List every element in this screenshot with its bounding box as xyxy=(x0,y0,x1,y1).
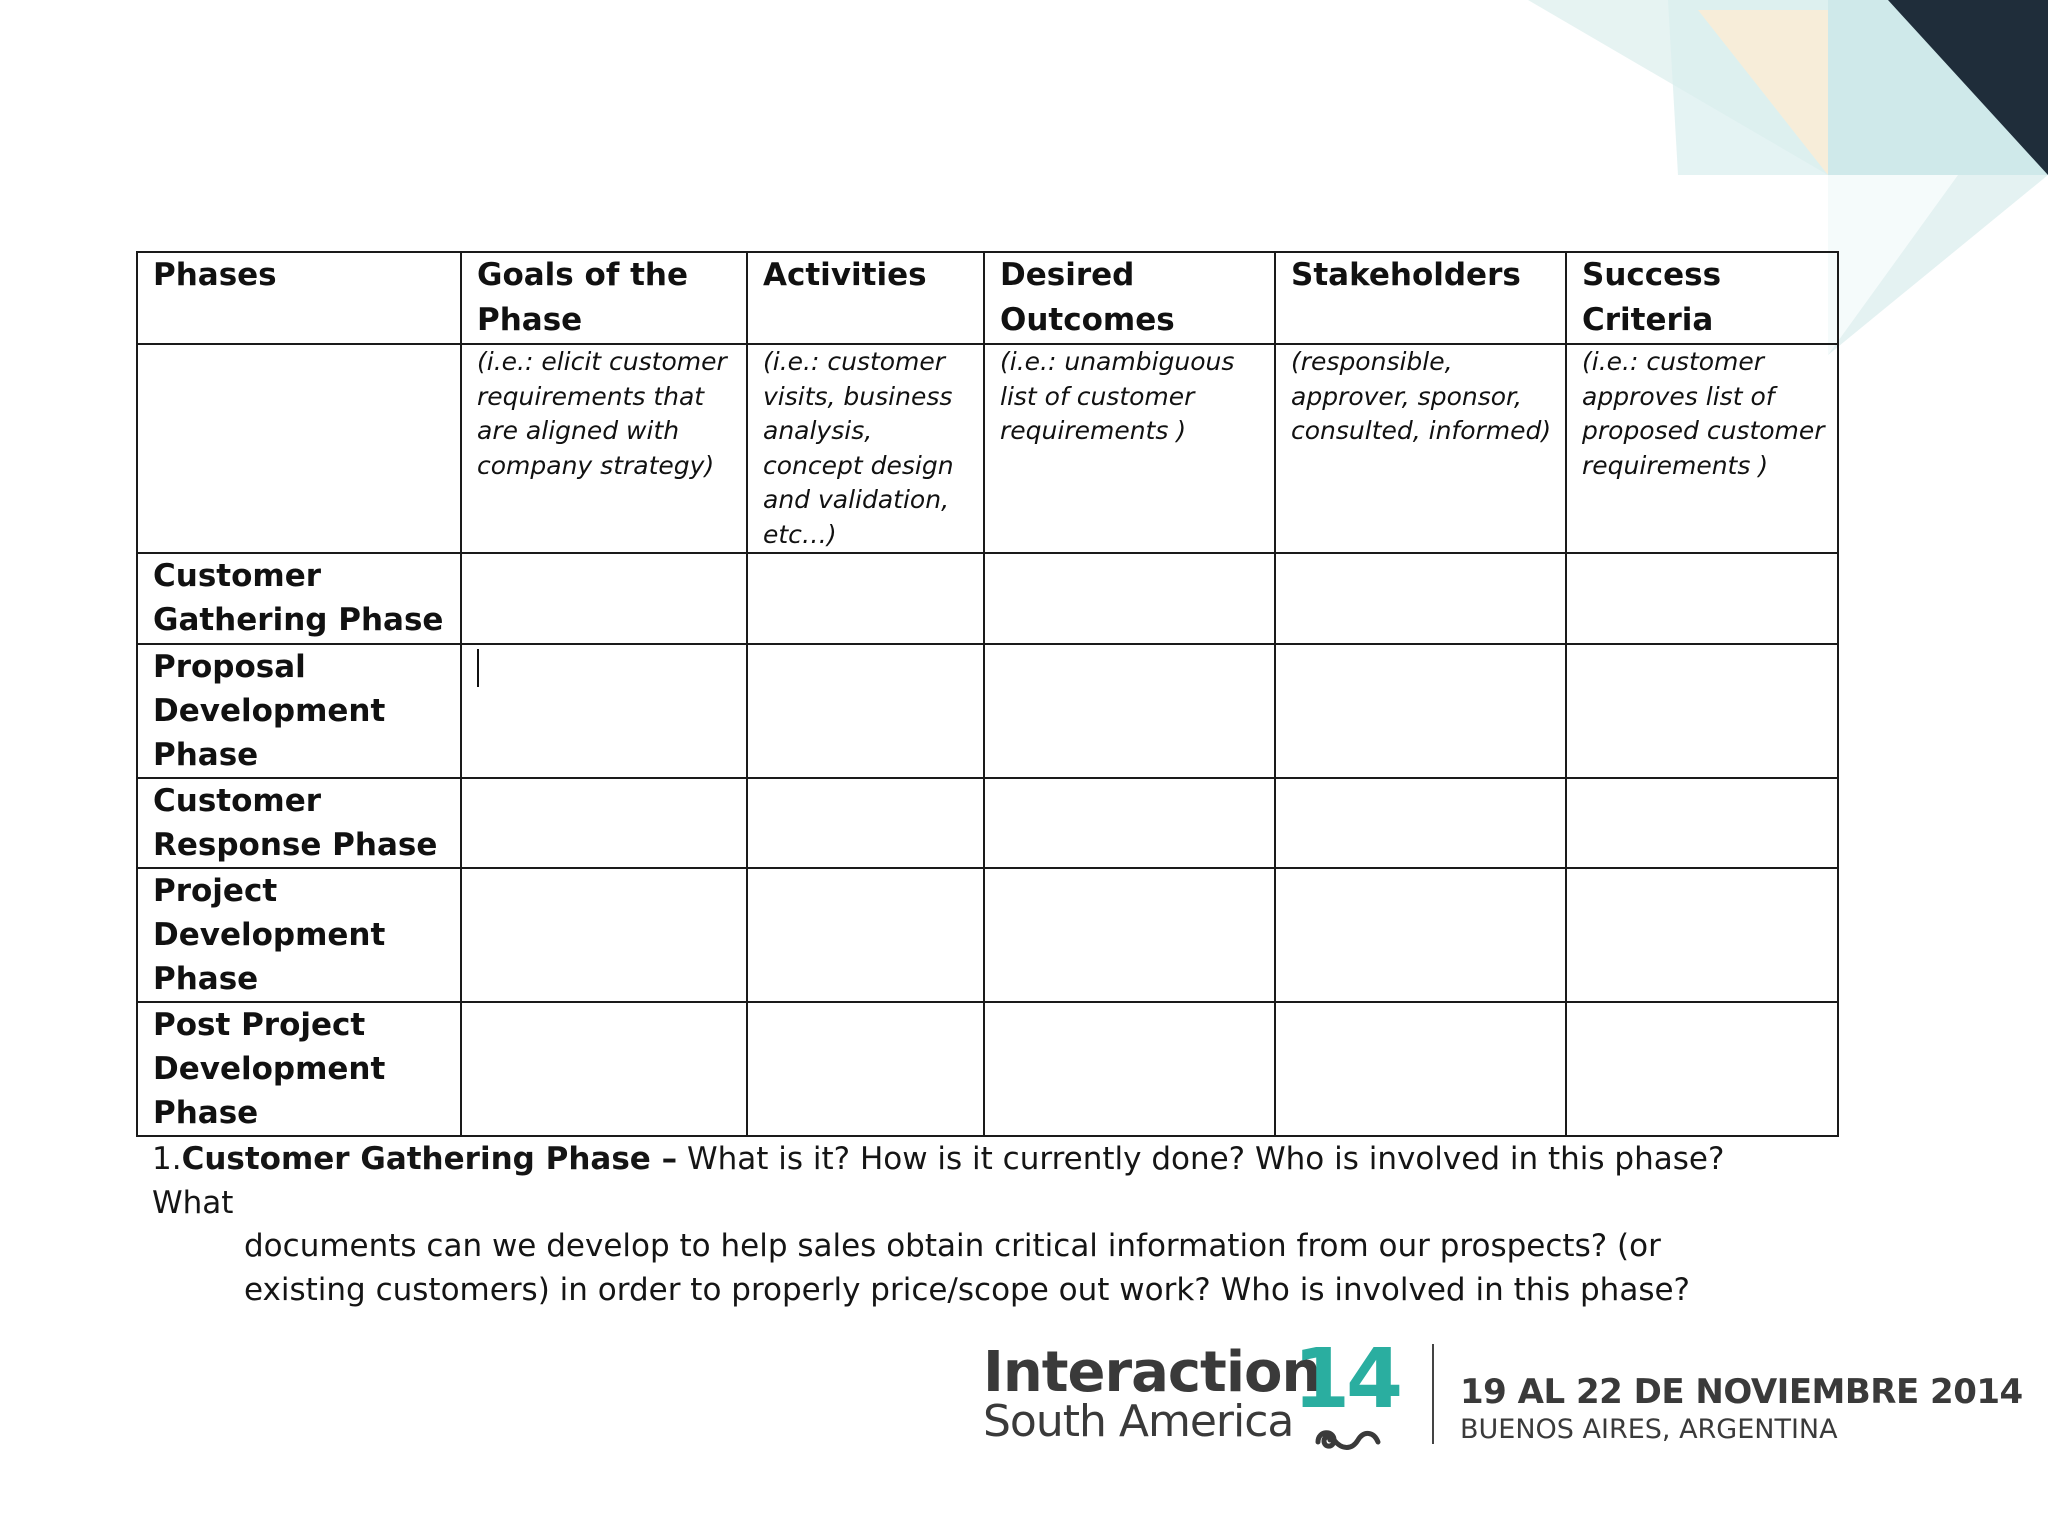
header-goals: Goals of the Phase xyxy=(461,252,747,344)
table-cell[interactable] xyxy=(1566,553,1838,644)
table-cell[interactable] xyxy=(747,1002,984,1136)
swirl-ornament-icon xyxy=(1312,1420,1382,1456)
question-continuation: documents can we develop to help sales obtain critical information from our prospects? (or existing customers) in order to properly price/scope out work? Who is involved in this phase? xyxy=(244,1228,1690,1308)
question-paragraph[interactable] xyxy=(152,1138,1732,1312)
table-row xyxy=(137,1002,1838,1136)
logo-divider xyxy=(1432,1344,1434,1444)
table-cell[interactable] xyxy=(747,644,984,778)
phase-name-cell[interactable]: Customer Response Phase xyxy=(137,778,461,868)
table-cell[interactable] xyxy=(984,868,1275,1002)
brand-number: 14 xyxy=(1293,1332,1400,1427)
table-cell[interactable] xyxy=(1566,644,1838,778)
question-lead: Customer Gathering Phase – xyxy=(181,1141,678,1177)
table-cell[interactable] xyxy=(747,868,984,1002)
table-row xyxy=(137,868,1838,1002)
table-cell[interactable] xyxy=(1275,553,1566,644)
hint-activities[interactable]: (i.e.: customer visits, business analysis, concept design and validation, etc…) xyxy=(747,344,984,553)
table-cell[interactable] xyxy=(1275,1002,1566,1136)
table-row xyxy=(137,778,1838,868)
table-cell-active[interactable] xyxy=(461,644,747,778)
event-dates: 19 AL 22 DE NOVIEMBRE 2014 xyxy=(1460,1372,2023,1412)
table-cell[interactable] xyxy=(984,553,1275,644)
table-cell[interactable] xyxy=(984,644,1275,778)
table-cell[interactable] xyxy=(461,1002,747,1136)
table-cell[interactable] xyxy=(1275,778,1566,868)
brand-word: Interaction xyxy=(983,1340,1321,1405)
hint-success-criteria[interactable]: (i.e.: customer approves list of proposed customer requirements ) xyxy=(1566,344,1838,553)
table-cell[interactable] xyxy=(1275,868,1566,1002)
text-cursor xyxy=(477,649,479,687)
phase-name-cell[interactable]: Project Development Phase xyxy=(137,868,461,1002)
table-cell[interactable] xyxy=(747,778,984,868)
table-cell[interactable] xyxy=(747,553,984,644)
hint-phases[interactable] xyxy=(137,344,461,553)
hint-desired-outcomes[interactable]: (i.e.: unambiguous list of customer requirements ) xyxy=(984,344,1275,553)
table-hint-row xyxy=(137,344,1838,553)
header-success-criteria: Success Criteria xyxy=(1566,252,1838,344)
table-cell[interactable] xyxy=(1566,1002,1838,1136)
table-cell[interactable] xyxy=(1275,644,1566,778)
hint-stakeholders[interactable]: (responsible, approver, sponsor, consulted, informed) xyxy=(1275,344,1566,553)
header-phases: Phases xyxy=(137,252,461,344)
event-logo xyxy=(980,1332,2023,1470)
table-cell[interactable] xyxy=(461,868,747,1002)
phase-table xyxy=(136,251,1839,1137)
event-place: BUENOS AIRES, ARGENTINA xyxy=(1460,1414,1838,1445)
table-cell[interactable] xyxy=(1566,868,1838,1002)
table-row xyxy=(137,644,1838,778)
header-activities: Activities xyxy=(747,252,984,344)
phase-name-cell[interactable]: Post Project Development Phase xyxy=(137,1002,461,1136)
hint-goals[interactable]: (i.e.: elicit customer requirements that are aligned with company strategy) xyxy=(461,344,747,553)
table-cell[interactable] xyxy=(461,778,747,868)
table-header-row xyxy=(137,252,1838,344)
question-number: 1. xyxy=(152,1141,182,1177)
table-cell[interactable] xyxy=(461,553,747,644)
table-cell[interactable] xyxy=(984,1002,1275,1136)
phase-name-cell[interactable]: Proposal Development Phase xyxy=(137,644,461,778)
table-cell[interactable] xyxy=(984,778,1275,868)
table-row xyxy=(137,553,1838,644)
header-stakeholders: Stakeholders xyxy=(1275,252,1566,344)
header-desired-outcomes: Desired Outcomes xyxy=(984,252,1275,344)
brand-subtitle: South America xyxy=(983,1396,1294,1447)
question-first-line xyxy=(152,1138,1732,1225)
question-text: What is it? How is it currently done? Who is involved in this phase? What xyxy=(152,1141,1725,1221)
table-cell[interactable] xyxy=(1566,778,1838,868)
phase-name-cell[interactable]: Customer Gathering Phase xyxy=(137,553,461,644)
